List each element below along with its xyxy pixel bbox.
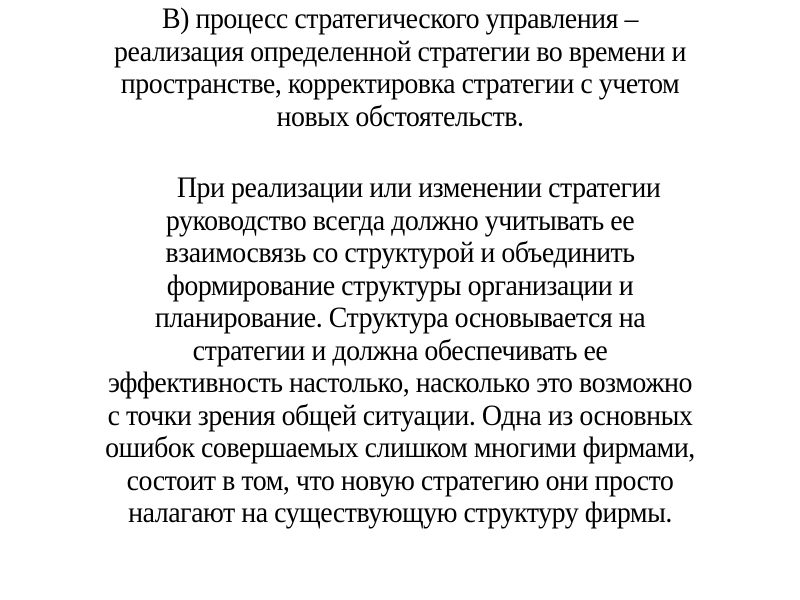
text-line: формирование структуры организации и — [166, 268, 634, 302]
text-line: с точки зрения общей ситуации. Одна из основных — [107, 398, 693, 432]
paragraph-strategy-and-structure — [0, 172, 800, 530]
text-line: В) процесс стратегического управления – — [161, 2, 638, 35]
text-line: пространстве, корректировка стратегии с учетом — [120, 67, 680, 100]
text-line: взаимосвязь со структурой и объединить — [165, 236, 635, 269]
text-line: ошибок совершаемых слишком многими фирмами, — [105, 431, 695, 464]
paragraph-strategic-management-process — [0, 3, 800, 133]
text-line: состоит в том, что новую стратегию они просто — [126, 463, 674, 497]
text-line: При реализации или изменении стратегии — [176, 171, 661, 204]
text-line: новых обстоятельств. — [276, 99, 524, 133]
text-line: планирование. Структура основывается на — [154, 301, 646, 334]
text-line: налагают на существующую структуру фирмы. — [128, 496, 672, 529]
text-line: стратегии и должна обеспечивать ее — [192, 333, 608, 367]
text-line: эффективность настолько, насколько это возможно — [108, 366, 692, 399]
text-line: руководство всегда должно учитывать ее — [165, 203, 635, 237]
text-line: реализация определенной стратегии во времени и — [114, 34, 686, 68]
